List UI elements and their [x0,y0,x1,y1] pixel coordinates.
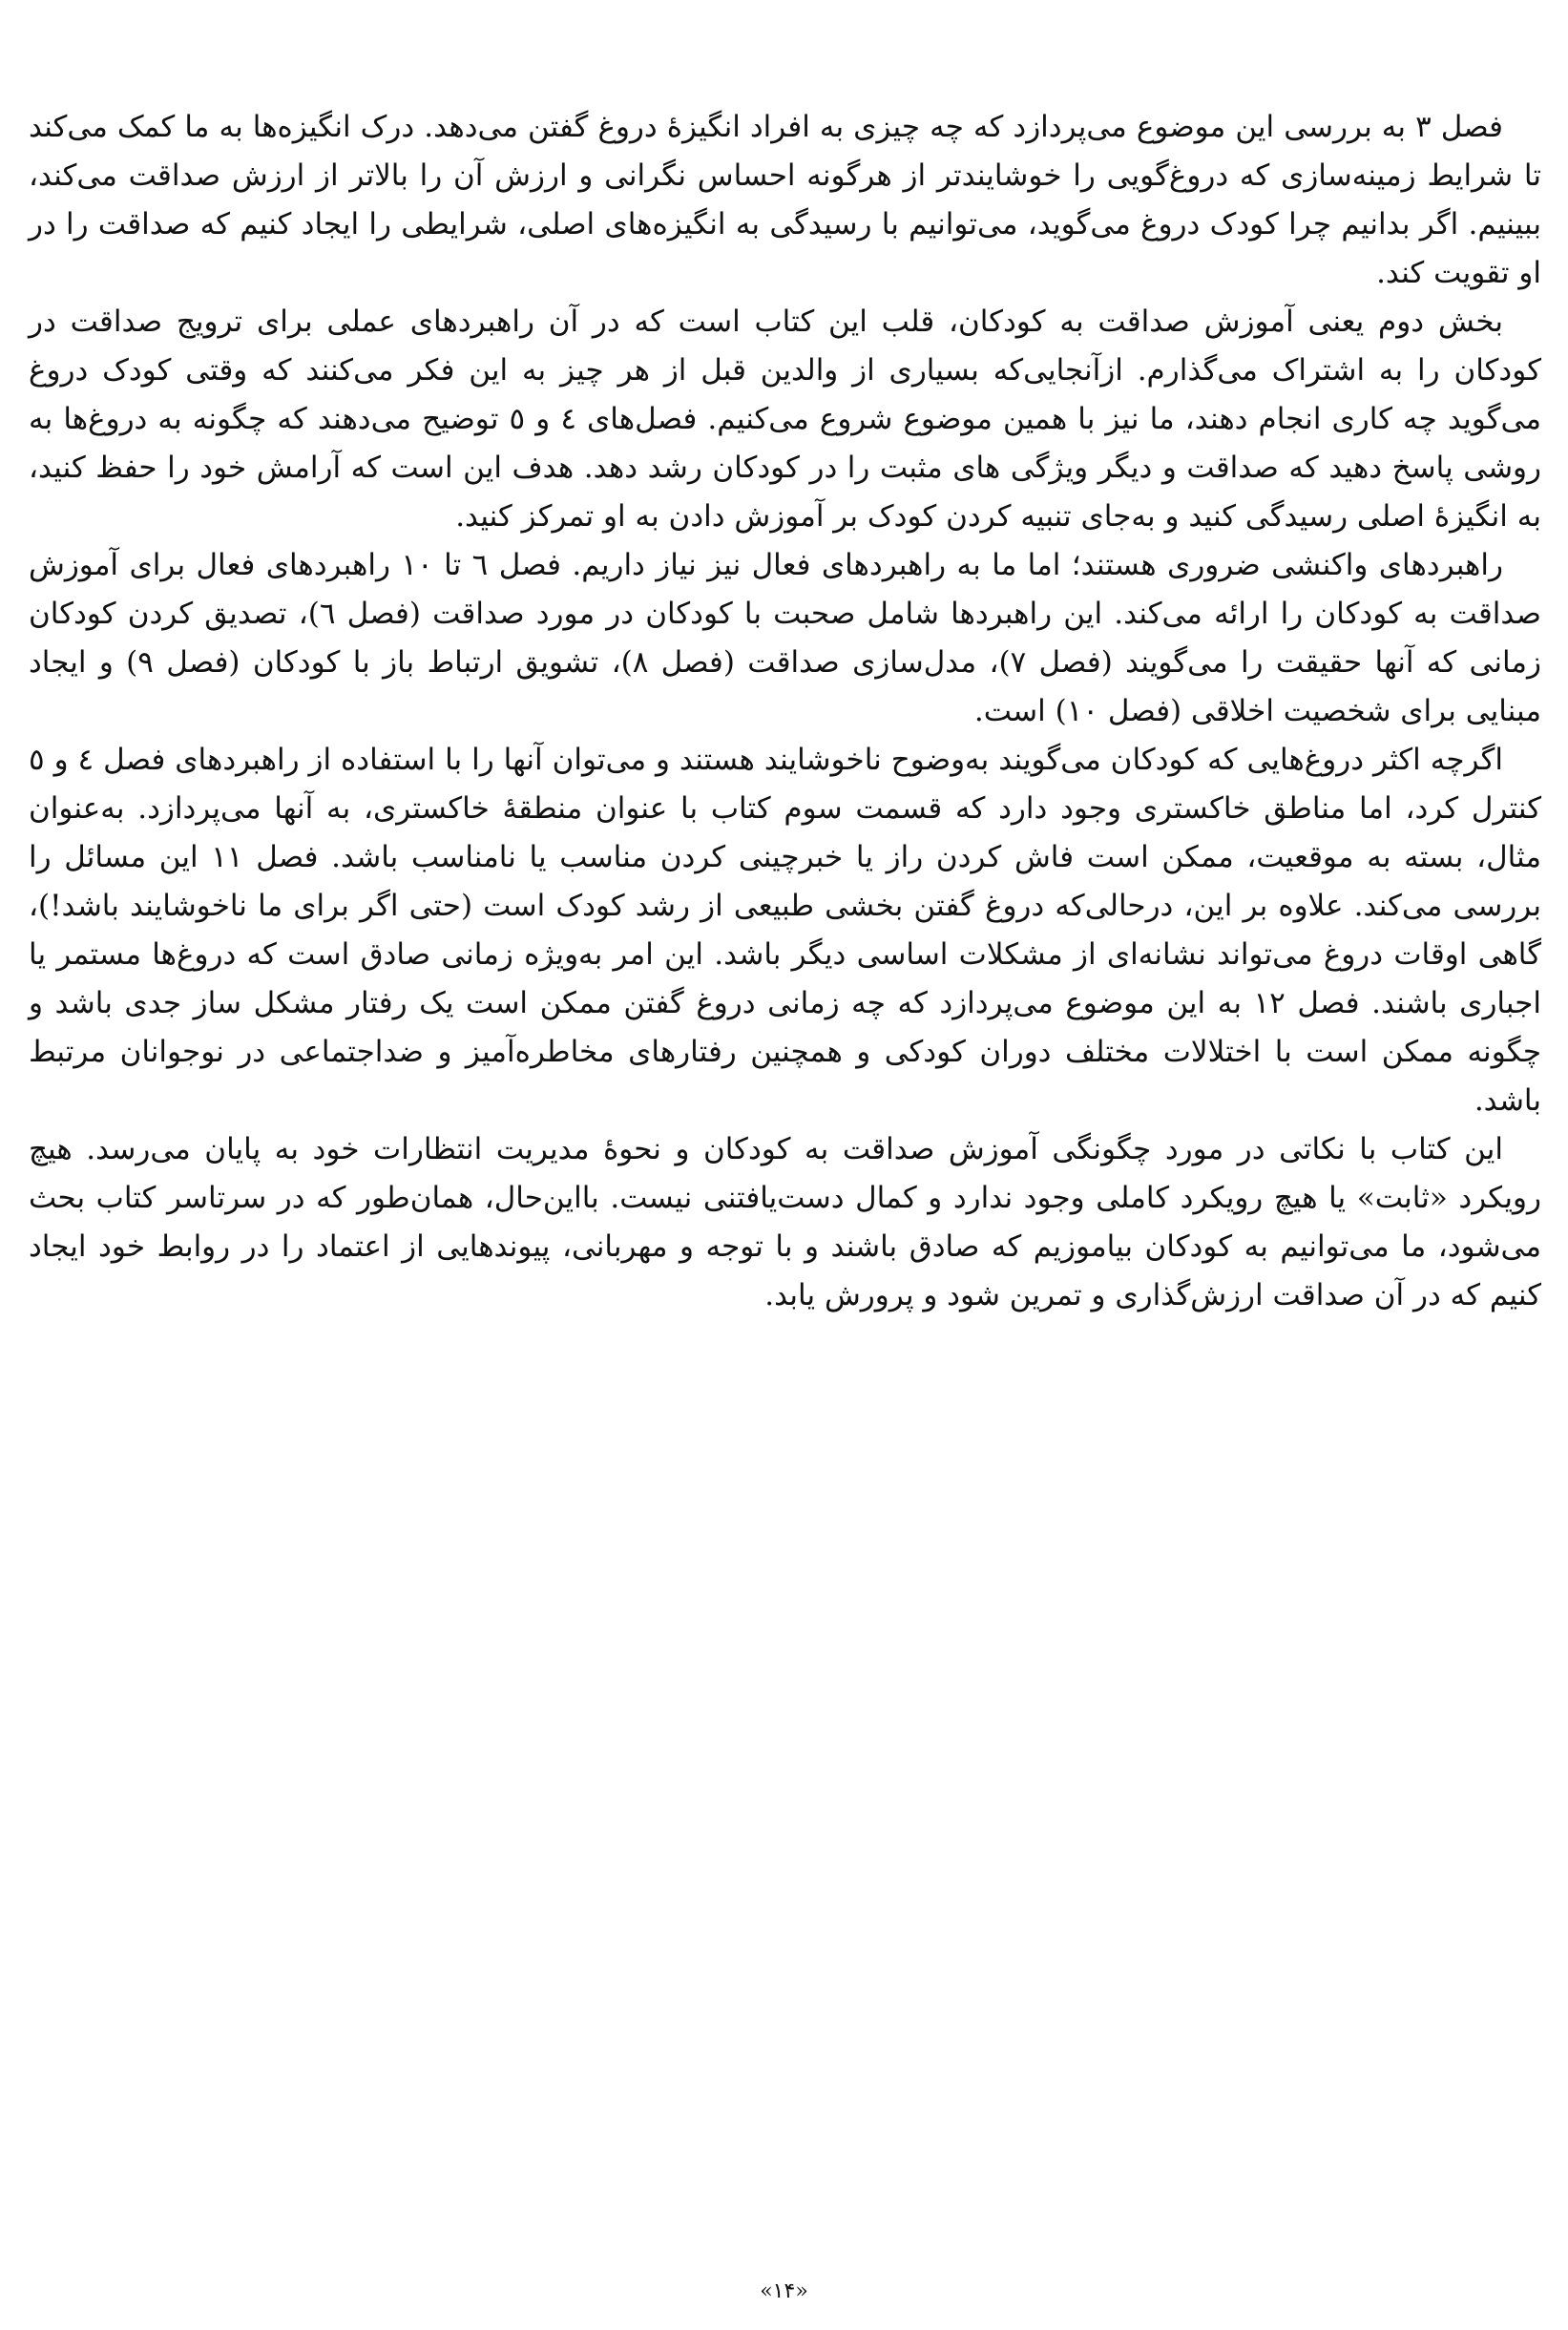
paragraph-conclusion: این کتاب با نکاتی در مورد چگونگی آموزش صداقت به کودکان و نحوهٔ مدیریت انتظارات خود به پایان می‌رسد. هیچ رویکرد «ثابت» یا هیچ رویکرد کاملی وجود ندارد و کمال دست‌یافتنی نیست. بااین‌حال، همان‌طور که در سرتاسر کتاب بحث می‌شود، ما می‌توانیم به کودکان بیاموزیم که صادق باشند و با توجه و مهربانی، پیوندهایی از اعتماد را در روابط خود ایجاد کنیم که در آن صداقت ارزش‌گذاری و تمرین شود و پرورش یابد. [29,1132,1541,1312]
paragraph-active-strategies: راهبردهای واکنشی ضروری هستند؛ اما ما به راهبردهای فعال نیز نیاز داریم. فصل ٦ تا ١٠ راهبردهای فعال برای آموزش صداقت به کودکان را ارائه می‌کند. این راهبردها شامل صحبت با کودکان در مورد صداقت (فصل ٦)، تصدیق کردن کودکان زمانی که آنها حقیقت را می‌گویند (فصل ٧)، مدل‌سازی صداقت (فصل ٨)، تشویق ارتباط باز با کودکان (فصل ٩) و ایجاد مبنایی برای شخصیت اخلاقی (فصل ١٠) است. [29,548,1542,728]
paragraph-part-two-summary: بخش دوم یعنی آموزش صداقت به کودکان، قلب این کتاب است که در آن راهبردهای عملی برای ترویج صداقت در کودکان را به اشتراک می‌گذارم. ازآنجایی‌که بسیاری از والدین قبل از هر چیز به این فکر می‌کنند که وقتی کودک دروغ می‌گوید چه کاری انجام دهند، ما نیز با همین موضوع شروع می‌کنیم. فصل‌های ٤ و ٥ توضیح می‌دهند که چگونه به دروغ‌ها به روشی پاسخ دهید که صداقت و دیگر ویژگی های مثبت را در کودکان رشد دهد. هدف این است که آرامش خود را حفظ کنید، به انگیزهٔ اصلی رسیدگی کنید و به‌جای تنبیه کردن کودک بر آموزش دادن به او تمرکز کنید. [29,304,1541,534]
page-number: «۱۴» [760,2279,808,2303]
body-text [29,103,1541,1320]
paragraph-chapter-3-summary: فصل ۳ به بررسی این موضوع می‌پردازد که چه چیزی به افراد انگیزهٔ دروغ گفتن می‌دهد. درک انگیزه‌ها به ما کمک می‌کند تا شرایط زمینه‌سازی که دروغ‌گویی را خوشایندتر از هرگونه احساس نگرانی و ارزش آن را بالاتر از ارزش صداقت می‌کند، ببینیم. اگر بدانیم چرا کودک دروغ می‌گوید، می‌توانیم با رسیدگی به انگیزه‌های اصلی، شرایطی را ایجاد کنیم که صداقت را در او تقویت کند. [29,110,1541,290]
paragraph-gray-zone: اگرچه اکثر دروغ‌هایی که کودکان می‌گویند به‌وضوح ناخوشایند هستند و می‌توان آنها را با استفاده از راهبردهای فصل ٤ و ٥ کنترل کرد، اما مناطق خاکستری وجود دارد که قسمت سوم کتاب با عنوان منطقهٔ خاکستری، به آنها می‌پردازد. به‌عنوان مثال، بسته به موقعیت، ممکن است فاش کردن راز یا خبرچینی کردن مناسب یا نامناسب باشد. فصل ١١ این مسائل را بررسی می‌کند. علاوه بر این، درحالی‌که دروغ گفتن بخشی طبیعی از رشد کودک است (حتی اگر برای ما ناخوشایند باشد!)، گاهی اوقات دروغ می‌تواند نشانه‌ای از مشکلات اساسی دیگر باشد. این امر به‌ویژه زمانی صادق است که دروغ‌ها مستمر یا اجباری باشند. فصل ١٢ به این موضوع می‌پردازد که چه زمانی دروغ گفتن ممکن است یک رفتار مشکل ساز جدی باشد و چگونه ممکن است با اختلالات مختلف دوران کودکی و همچنین رفتارهای مخاطره‌آمیز و ضداجتماعی در نوجوانان مرتبط باشد. [29,743,1542,1118]
